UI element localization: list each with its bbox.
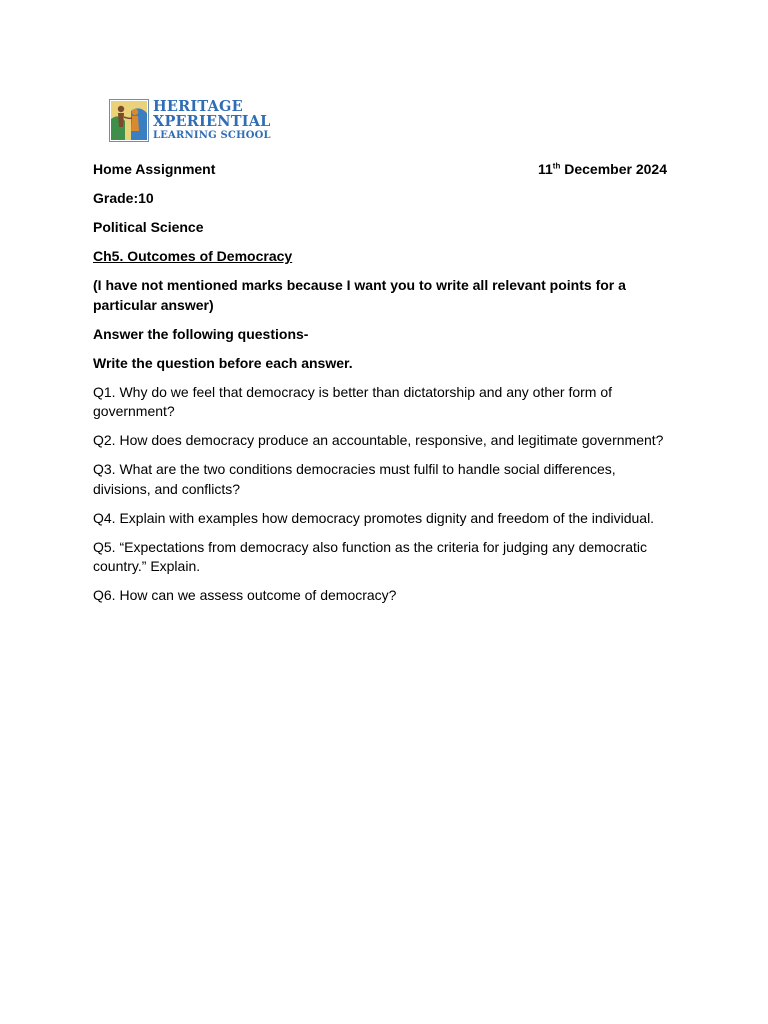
chapter-title: Ch5. Outcomes of Democracy — [93, 248, 293, 264]
marks-note: (I have not mentioned marks because I want you to write all relevant points for a particular answer) — [93, 277, 626, 313]
logo-line-1: HERITAGE — [153, 97, 243, 115]
question-4: Q4. Explain with examples how democracy promotes dignity and freedom of the individual. — [93, 509, 655, 526]
question-3: Q3. What are the two conditions democracies must fulfil to handle social differences, divisions, and conflicts? — [93, 461, 616, 497]
question-6: Q6. How can we assess outcome of democracy? — [93, 587, 397, 603]
instruction-write-question: Write the question before each answer. — [93, 354, 353, 371]
assignment-date — [538, 160, 667, 180]
question-5: Q5. “Expectations from democracy also function as the criteria for judging any democratic country.” Explain. — [93, 538, 648, 574]
school-logo — [109, 98, 279, 142]
assignment-title: Home Assignment — [93, 161, 216, 177]
date-day: 11 — [537, 161, 553, 177]
date-suffix: th — [552, 161, 561, 171]
school-logo-emblem-icon — [109, 99, 149, 142]
instruction-answer: Answer the following questions- — [93, 325, 309, 342]
question-1: Q1. Why do we feel that democracy is better than dictatorship and any other form of government? — [93, 383, 613, 419]
date-month-year: December 2024 — [560, 161, 667, 177]
grade-label: Grade:10 — [93, 190, 154, 206]
school-logo-text — [153, 97, 271, 141]
question-2: Q2. How does democracy produce an accountable, responsive, and legitimate government? — [93, 432, 664, 448]
logo-line-3: LEARNING SCHOOL — [153, 129, 271, 141]
logo-line-2: XPERIENTIAL — [153, 113, 271, 130]
assignment-header-row — [93, 160, 673, 180]
assignment-content — [93, 160, 673, 615]
subject-label: Political Science — [93, 219, 204, 235]
